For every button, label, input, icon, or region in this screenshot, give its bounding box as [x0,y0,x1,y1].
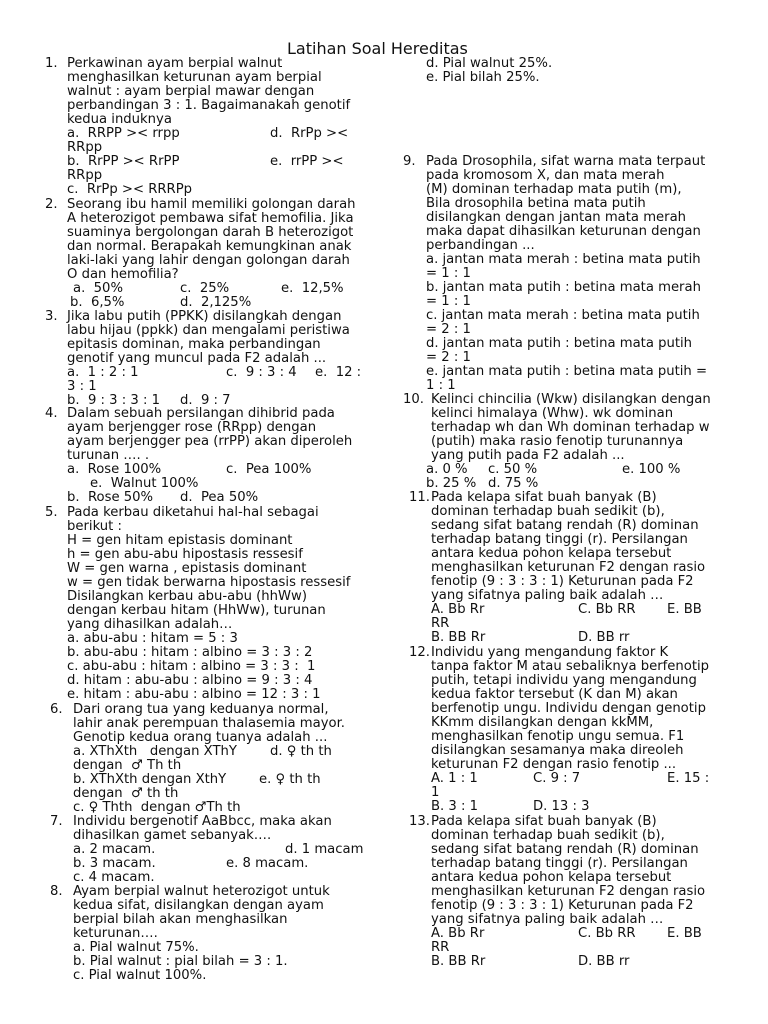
q11-option-c: C. Bb RR [578,602,636,617]
q13-number: 13. [409,814,430,829]
q5-stem-line: yang dihasilkan adalah… [67,617,233,632]
q12-option-b: B. 3 : 1 [431,799,479,814]
q5-stem-line: h = gen abu-abu hipostasis ressesif [67,547,303,562]
q12-stem-line: Individu yang mengandung faktor K [431,645,669,660]
q3-stem-line: epitasis dominan, maka perbandingan [67,337,321,352]
q13-stem-line: menghasilkan keturunan F2 dengan rasio [431,884,706,899]
q12-option-c: C. 9 : 7 [533,771,581,786]
q8-option: d. Pial walnut 25%. [426,56,553,71]
q4-option-e: e. Walnut 100% [90,476,199,491]
q11-stem-line: antara kedua pohon kelapa tersebut [431,546,672,561]
q3-stem-line: Jika labu putih (PPKK) disilangkah dengan [67,309,342,324]
q5-stem-line: Pada kerbau diketahui hal-hal sebagai [67,505,319,520]
q5-stem-line: berikut : [67,519,122,534]
q1-option-c: c. RrPp >< RRRPp [67,182,193,197]
q8-option: c. Pial walnut 100%. [73,968,207,983]
q3-number: 3. [45,309,58,324]
q8-stem-line: Ayam berpial walnut heterozigot untuk [73,884,330,899]
q12-stem-line: keturunan F2 dengan rasio fenotip ... [431,757,677,772]
q4-stem-line: ayam berjengger pea (rrPP) akan diperoleh [67,434,353,449]
q11-option-d: D. BB rr [578,630,630,645]
q11-option-e-cont: RR [431,616,450,631]
q9-option: 1 : 1 [426,378,456,393]
q13-option-b: B. BB Rr [431,954,486,969]
q8-number: 8. [50,884,63,899]
q4-option-c: c. Pea 100% [226,462,312,477]
q9-option: a. jantan mata merah : betina mata putih [426,252,701,267]
q12-option-d: D. 13 : 3 [533,799,590,814]
q13-stem-line: Pada kelapa sifat buah banyak (B) [431,814,657,829]
q5-option: d. hitam : abu-abu : albino = 9 : 3 : 4 [67,673,313,688]
q11-stem-line: fenotip (9 : 3 : 3 : 1) Keturunan pada F2 [431,574,694,589]
q1-stem-line: Perkawinan ayam berpial walnut [67,56,283,71]
q3-option-c: c. 9 : 3 : 4 [226,365,297,380]
q5-stem-line: Disilangkan kerbau abu-abu (hhWw) [67,589,307,604]
q10-stem-line: kelinci himalaya (Whw). wk dominan [431,406,674,421]
q6-option-d: d. ♀ th th [270,744,332,759]
q3-option-d: d. 9 : 7 [180,393,231,408]
q6-option-b: b. XThXth dengan XthY [73,772,227,787]
q1-option-d: d. RrPp >< [270,126,349,141]
q13-stem-line: antara kedua pohon kelapa tersebut [431,870,672,885]
q5-option: c. abu-abu : hitam : albino = 3 : 3 : 1 [67,659,316,674]
q12-stem-line: KKmm disilangkan dengan kkMM, [431,715,654,730]
q5-option: a. abu-abu : hitam = 5 : 3 [67,631,238,646]
q2-option-a: a. 50% [73,281,123,296]
q7-option-e: e. 8 macam. [226,856,309,871]
q8-stem-line: keturunan…. [73,926,158,941]
q5-stem-line: H = gen hitam epistasis dominant [67,533,293,548]
q6-number: 6. [50,702,63,717]
q9-option: = 1 : 1 [426,266,471,281]
q4-stem-line: Dalam sebuah persilangan dihibrid pada [67,406,335,421]
q3-stem-line: genotif yang muncul pada F2 adalah ... [67,351,327,366]
q12-stem-line: putih, tetapi individu yang mengandung [431,673,697,688]
q9-option: e. jantan mata putih : betina mata putih = [426,364,708,379]
q9-option: c. jantan mata merah : betina mata putih [426,308,700,323]
q8-stem-line: berpial bilah akan menghasilkan [73,912,288,927]
q7-option-c: c. 4 macam. [73,870,155,885]
q5-option: b. abu-abu : hitam : albino = 3 : 3 : 2 [67,645,313,660]
q1-option-b: b. RrPP >< RrPP [67,154,180,169]
q10-stem-line: terhadap wh dan Wh dominan terhadap w [431,420,710,435]
q13-stem-line: yang sifatnya paling baik adalah … [431,912,664,927]
q1-stem-line: menghasilkan keturunan ayam berpial [67,70,322,85]
q9-stem-line: perbandingan ... [426,238,535,253]
q2-stem-line: dan normal. Berapakah kemungkinan anak [67,239,352,254]
q11-stem-line: sedang sifat batang rendah (R) dominan [431,518,699,533]
q12-option-a: A. 1 : 1 [431,771,478,786]
q9-stem-line: (M) dominan terhadap mata putih (m), [426,182,682,197]
q12-number: 12. [409,645,430,660]
q1-stem-line: perbandingan 3 : 1. Bagaimanakah genotif [67,98,351,113]
q2-stem-line: A heterozigot pembawa sifat hemofilia. Jika [67,211,354,226]
q5-stem-line: w = gen tidak berwarna hipostasis ressesif [67,575,351,590]
q13-option-e: E. BB [667,926,702,941]
q3-option-b: b. 9 : 3 : 3 : 1 [67,393,160,408]
q9-option: b. jantan mata putih : betina mata merah [426,280,701,295]
q12-stem-line: menghasilkan fenotip ungu semua. F1 [431,729,685,744]
q9-option: = 1 : 1 [426,294,471,309]
q12-stem-line: kedua faktor tersebut (K dan M) akan [431,687,678,702]
q9-stem-line: Pada Drosophila, sifat warna mata terpaut [426,154,706,169]
q12-stem-line: tanpa faktor M atau sebaliknya berfenotip [431,659,710,674]
q1-stem-line: walnut : ayam berpial mawar dengan [67,84,315,99]
q11-stem-line: menghasilkan keturunan F2 dengan rasio [431,560,706,575]
q4-option-b: b. Rose 50% [67,490,154,505]
q10-stem-line: (putih) maka rasio fenotip turunannya [431,434,684,449]
q10-number: 10. [403,392,424,407]
q6-option-a: a. XThXth dengan XThY [73,744,237,759]
q13-option-e-cont: RR [431,940,450,955]
q11-stem-line: Pada kelapa sifat buah banyak (B) [431,490,657,505]
q6-option-e-cont: dengan ♂ th th [73,786,179,801]
q10-option-c: c. 50 % [488,462,538,477]
q9-stem-line: Bila drosophila betina mata putih [426,196,646,211]
q6-stem-line: Genotip kedua orang tuanya adalah ... [73,730,328,745]
q4-option-d: d. Pea 50% [180,490,259,505]
q8-option: b. Pial walnut : pial bilah = 3 : 1. [73,954,288,969]
q10-stem-line: yang putih pada F2 adalah ... [431,448,625,463]
q8-option: e. Pial bilah 25%. [426,70,540,85]
q2-stem-line: Seorang ibu hamil memiliki golongan darah [67,197,356,212]
q4-option-a: a. Rose 100% [67,462,162,477]
q6-stem-line: lahir anak perempuan thalasemia mayor. [73,716,345,731]
q10-option-e: e. 100 % [622,462,681,477]
q6-stem-line: Dari orang tua yang keduanya normal, [73,702,329,717]
q9-option: d. jantan mata putih : betina mata putih [426,336,693,351]
q7-number: 7. [50,814,63,829]
q1-option-e-cont: RRpp [67,168,103,183]
q8-option: a. Pial walnut 75%. [73,940,199,955]
q13-option-c: C. Bb RR [578,926,636,941]
q1-number: 1. [45,56,58,71]
q2-number: 2. [45,197,58,212]
q2-option-b: b. 6,5% [70,295,125,310]
q2-option-c: c. 25% [180,281,230,296]
q9-stem-line: pada kromosom X, dan mata merah [426,168,665,183]
q10-stem-line: Kelinci chincilia (Wkw) disilangkan dengan [431,392,711,407]
q9-number: 9. [403,154,416,169]
q5-stem-line: W = gen warna , epistasis dominant [67,561,307,576]
q10-option-b: b. 25 % [426,476,477,491]
q11-stem-line: yang sifatnya paling baik adalah … [431,588,664,603]
q9-option: = 2 : 1 [426,322,471,337]
q4-stem-line: turunan …. . [67,448,150,463]
q2-option-d: d. 2,125% [180,295,252,310]
q2-option-e: e. 12,5% [281,281,344,296]
q5-option: e. hitam : abu-abu : albino = 12 : 3 : 1 [67,687,321,702]
q1-stem-line: kedua induknya [67,112,172,127]
q8-stem-line: kedua sifat, disilangkan dengan ayam [73,898,324,913]
q2-stem-line: O dan hemofilia? [67,267,179,282]
q3-option-e-cont: 3 : 1 [67,379,97,394]
q12-option-e: E. 15 : [667,771,710,786]
q13-stem-line: fenotip (9 : 3 : 3 : 1) Keturunan pada F2 [431,898,694,913]
q7-option-b: b. 3 macam. [73,856,156,871]
q12-stem-line: berfenotip ungu. Individu dengan genotip [431,701,706,716]
q6-option-c: c. ♀ Thth dengan ♂Th th [73,800,241,815]
q5-number: 5. [45,505,58,520]
q13-stem-line: terhadap batang tinggi (r). Persilangan [431,856,688,871]
q7-stem-line: dihasilkan gamet sebanyak…. [73,828,272,843]
q4-stem-line: ayam berjengger rose (RRpp) dengan [67,420,317,435]
q3-stem-line: labu hijau (ppkk) dan mengalami peristiwa [67,323,350,338]
q6-option-e: e. ♀ th th [259,772,321,787]
q13-stem-line: sedang sifat batang rendah (R) dominan [431,842,699,857]
q11-option-a: A. Bb Rr [431,602,485,617]
q13-stem-line: dominan terhadap buah sedikit (b), [431,828,665,843]
q3-option-a: a. 1 : 2 : 1 [67,365,139,380]
q11-option-e: E. BB [667,602,702,617]
q3-option-e: e. 12 : [315,365,362,380]
q11-number: 11. [409,490,430,505]
q12-option-e-cont: 1 [431,785,440,800]
q5-stem-line: dengan kerbau hitam (HhWw), turunan [67,603,326,618]
q11-stem-line: dominan terhadap buah sedikit (b), [431,504,665,519]
q9-stem-line: disilangkan dengan jantan mata merah [426,210,687,225]
q13-option-d: D. BB rr [578,954,630,969]
q2-stem-line: laki-laki yang lahir dengan golongan darah [67,253,350,268]
q7-stem-line: Individu bergenotif AaBbcc, maka akan [73,814,332,829]
q13-option-a: A. Bb Rr [431,926,485,941]
q9-stem-line: maka dapat dihasilkan keturunan dengan [426,224,701,239]
q11-option-b: B. BB Rr [431,630,486,645]
q1-option-d-cont: RRpp [67,140,103,155]
q7-option-a: a. 2 macam. [73,842,156,857]
q10-option-a: a. 0 % [426,462,468,477]
q11-stem-line: terhadap batang tinggi (r). Persilangan [431,532,688,547]
page-title: Latihan Soal Hereditas [287,39,468,58]
q7-option-d: d. 1 macam [285,842,364,857]
q10-option-d: d. 75 % [488,476,539,491]
q6-option-d-cont: dengan ♂ Th th [73,758,182,773]
q1-option-e: e. rrPP >< [270,154,344,169]
q9-option: = 2 : 1 [426,350,471,365]
q1-option-a: a. RRPP >< rrpp [67,126,180,141]
q12-stem-line: disilangkan sesamanya maka direoleh [431,743,684,758]
q2-stem-line: suaminya bergolongan darah B heterozigot [67,225,354,240]
q4-number: 4. [45,406,58,421]
